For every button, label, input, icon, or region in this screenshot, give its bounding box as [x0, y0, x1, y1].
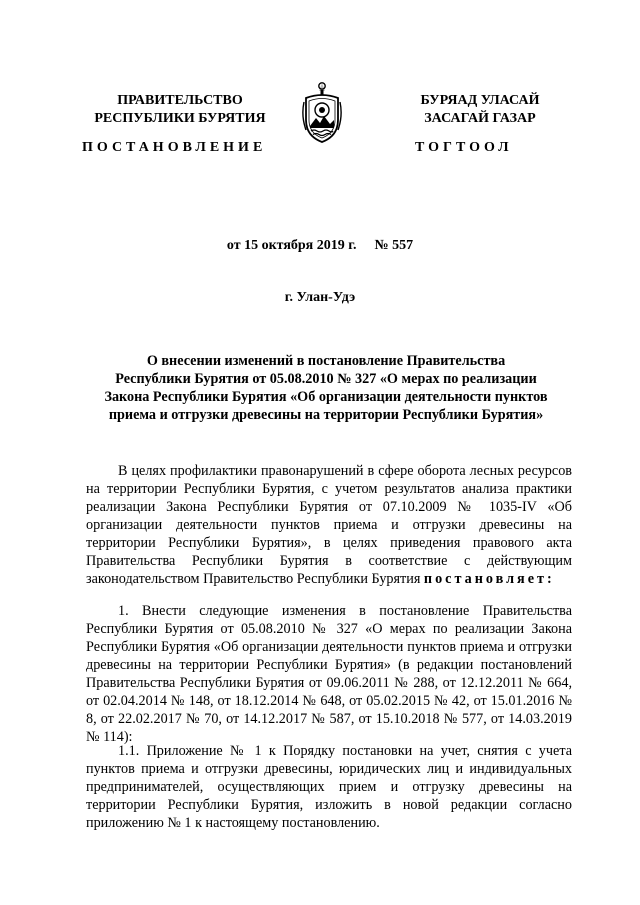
preamble-text: В целях профилактики правонарушений в сфере оборота лесных ресурсов на территории Республики Бурятия, с учетом результатов анализа практики реализации Закона Республики Бурятия от 07.10.2009 № 1035-IV «Об организации деятельности пунктов приема и отгрузки древесины на территории Республики Бурятия», в целях приведения правового акта Правительства Республики Бурятия в соответствие с действующим законодательством Правительство Республики Бурятия [86, 463, 572, 587]
clause-1-1-text: 1.1. Приложение № 1 к Порядку постановки на учет, снятия с учета пунктов приема и отгрузки древесины, юридических лиц и индивидуальных предпринимателей, осуществляющих прием и отгрузку древесины на территории Республики Бурятия, изложить в новой редакции согласно приложению № 1 к настоящему постановлению. [86, 743, 572, 831]
document-date: от 15 октября 2019 г. [226, 238, 357, 253]
document-title-line1: О внесении изменений в постановление Правительства [146, 353, 506, 369]
clause-1-text: 1. Внести следующие изменения в постановление Правительства Республики Бурятия от 05.08.2010 № 327 «О мерах по реализации Закона Республики Бурятия «Об организации деятельности пунктов приема и отгрузки древесины на территории Республики Бурятия» (в редакции постановлений Правительства Республики Бурятия от 09.06.2011 № 288, от 12.12.2011 № 664, от 02.04.2014 № 148, от 18.12.2014 № 648, от 05.02.2015 № 42, от 15.01.2016 № 8, от 22.02.2017 № 70, от 14.12.2017 № 587, от 15.10.2018 № 577, от 14.03.2019 № 114): [86, 603, 572, 745]
clause-1-1-paragraph [86, 742, 572, 832]
document-city: г. Улан-Удэ [284, 290, 356, 305]
document-title-line4: приема и отгрузки древесины на территории Республики Бурятия» [108, 407, 544, 423]
clause-1-paragraph [86, 602, 572, 746]
government-name-russian [80, 92, 280, 128]
government-name-buryat [380, 92, 580, 128]
coat-of-arms-buryatia-icon [298, 80, 346, 146]
government-name-buryat-line1: БУРЯАД УЛАСАЙ [420, 93, 540, 108]
government-name-line2: РЕСПУБЛИКИ БУРЯТИЯ [94, 111, 266, 126]
document-date-number [0, 238, 640, 254]
government-name-buryat-line2: ЗАСАГАЙ ГАЗАР [424, 111, 536, 126]
preamble-paragraph [86, 462, 572, 588]
document-type-buryat: ТОГТООЛ [415, 140, 513, 155]
document-title-line3: Закона Республики Бурятия «Об организации деятельности пунктов [104, 389, 548, 405]
document-type-russian: ПОСТАНОВЛЕНИЕ [82, 140, 267, 155]
document-number: № 557 [374, 238, 414, 253]
document-title [96, 352, 556, 424]
resolution-word: постановляет: [423, 571, 555, 587]
document-title-line2: Республики Бурятия от 05.08.2010 № 327 «О мерах по реализации [115, 371, 537, 387]
government-name-line1: ПРАВИТЕЛЬСТВО [117, 93, 243, 108]
